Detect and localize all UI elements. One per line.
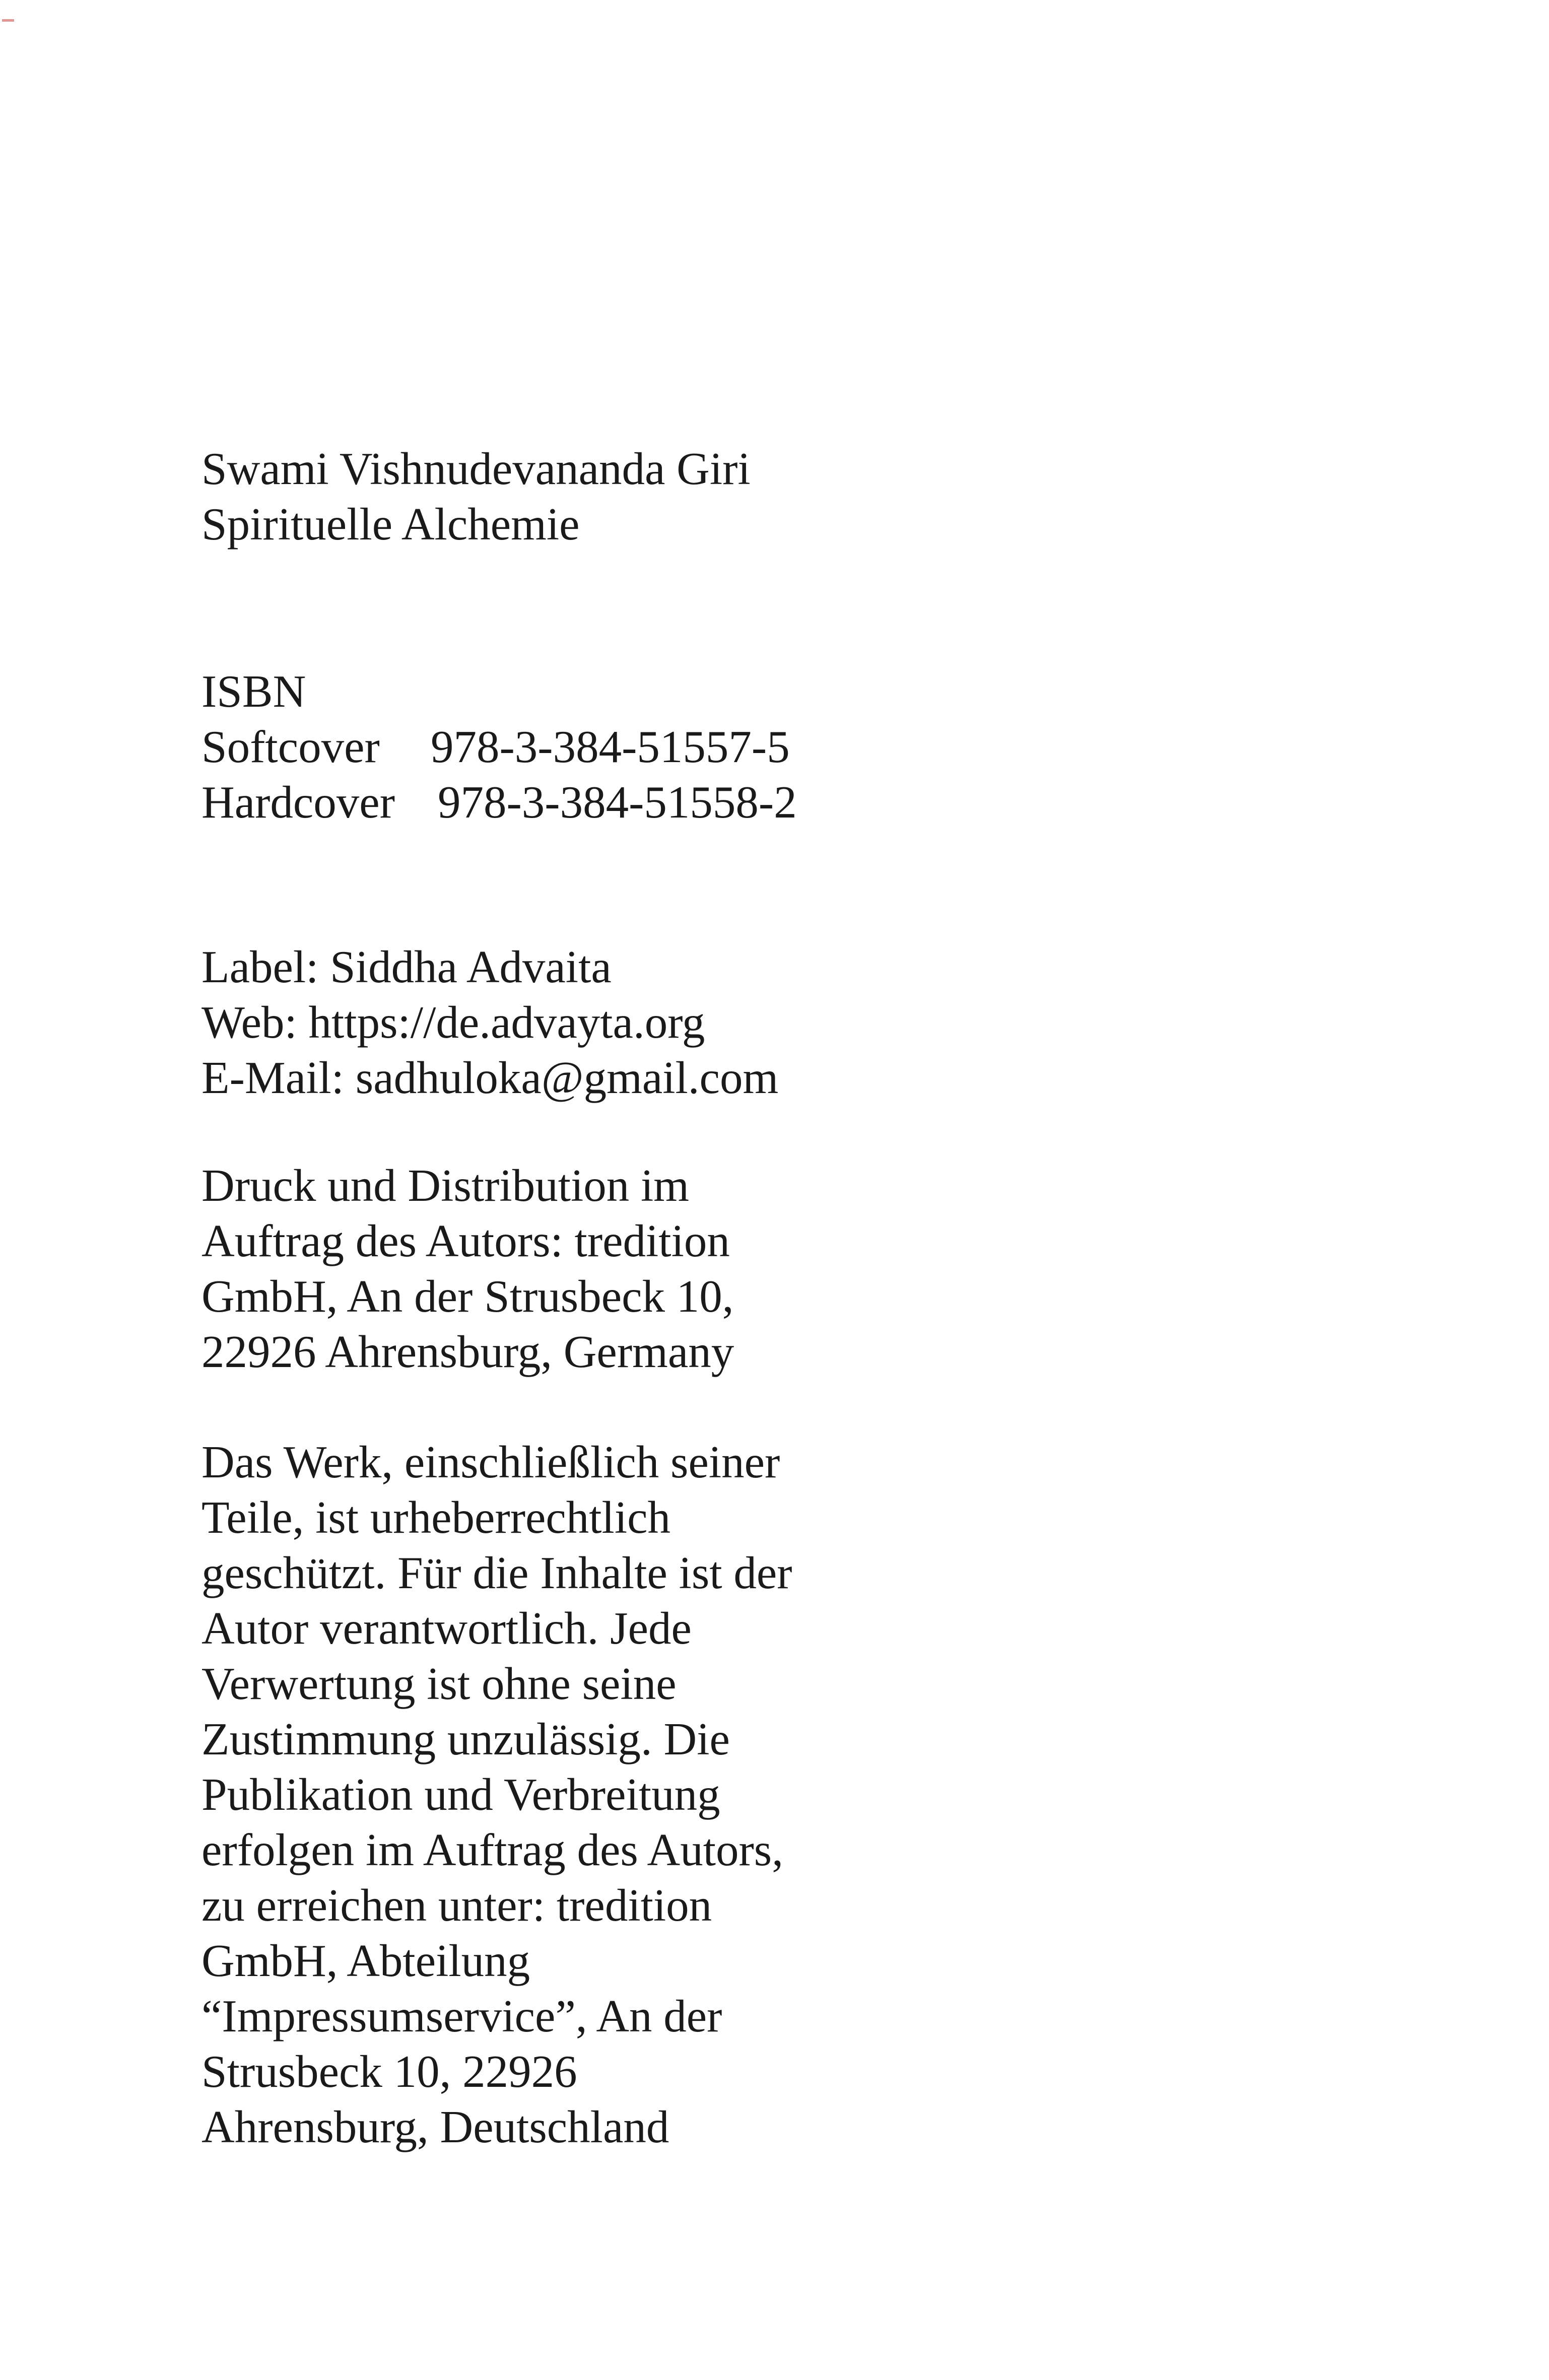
isbn-row-hardcover — [201, 775, 797, 830]
text-line: Zustimmung unzulässig. Die — [201, 1714, 730, 1764]
text-line: Das Werk, einschließlich seiner — [201, 1437, 780, 1487]
isbn-row-softcover — [201, 719, 797, 775]
text-line: geschützt. Für die Inhalte ist der — [201, 1547, 792, 1598]
text-line: Teile, ist urheberrechtlich — [201, 1492, 671, 1543]
isbn-heading: ISBN — [201, 666, 306, 717]
author-name: Swami Vishnudevananda Giri — [201, 443, 751, 494]
text-line: Strusbeck 10, 22926 — [201, 2046, 577, 2097]
isbn-label: Hardcover — [201, 777, 395, 828]
isbn-value: 978-3-384-51558-2 — [438, 777, 797, 828]
book-title: Spirituelle Alchemie — [201, 499, 580, 550]
text-line: Druck und Distribution im — [201, 1160, 690, 1211]
text-line: “Impressumservice”, An der — [201, 1991, 722, 2042]
corner-print-mark — [2, 19, 14, 22]
text-line: erfolgen im Auftrag des Autors, — [201, 1824, 783, 1875]
text-line: GmbH, Abteilung — [201, 1935, 530, 1986]
text-line: Ahrensburg, Deutschland — [201, 2101, 669, 2152]
text-line: Publikation und Verbreitung — [201, 1769, 720, 1820]
text-line: GmbH, An der Strusbeck 10, — [201, 1271, 734, 1322]
text-line: Auftrag des Autors: tredition — [201, 1215, 730, 1266]
contact-block — [201, 939, 778, 1106]
copyright-notice-block — [201, 1435, 792, 2155]
isbn-label: Softcover — [201, 721, 380, 772]
web-line: Web: https://de.advayta.org — [201, 997, 705, 1048]
title-block — [201, 441, 751, 552]
text-line: Verwertung ist ohne seine — [201, 1658, 677, 1709]
text-line: 22926 Ahrensburg, Germany — [201, 1326, 734, 1377]
isbn-value: 978-3-384-51557-5 — [431, 721, 790, 772]
print-distribution-block — [201, 1158, 734, 1380]
text-line: Autor verantwortlich. Jede — [201, 1603, 692, 1654]
email-line: E-Mail: sadhuloka@gmail.com — [201, 1052, 779, 1103]
label-line: Label: Siddha Advaita — [201, 941, 612, 992]
isbn-block — [201, 664, 797, 830]
text-line: zu erreichen unter: tredition — [201, 1880, 712, 1931]
